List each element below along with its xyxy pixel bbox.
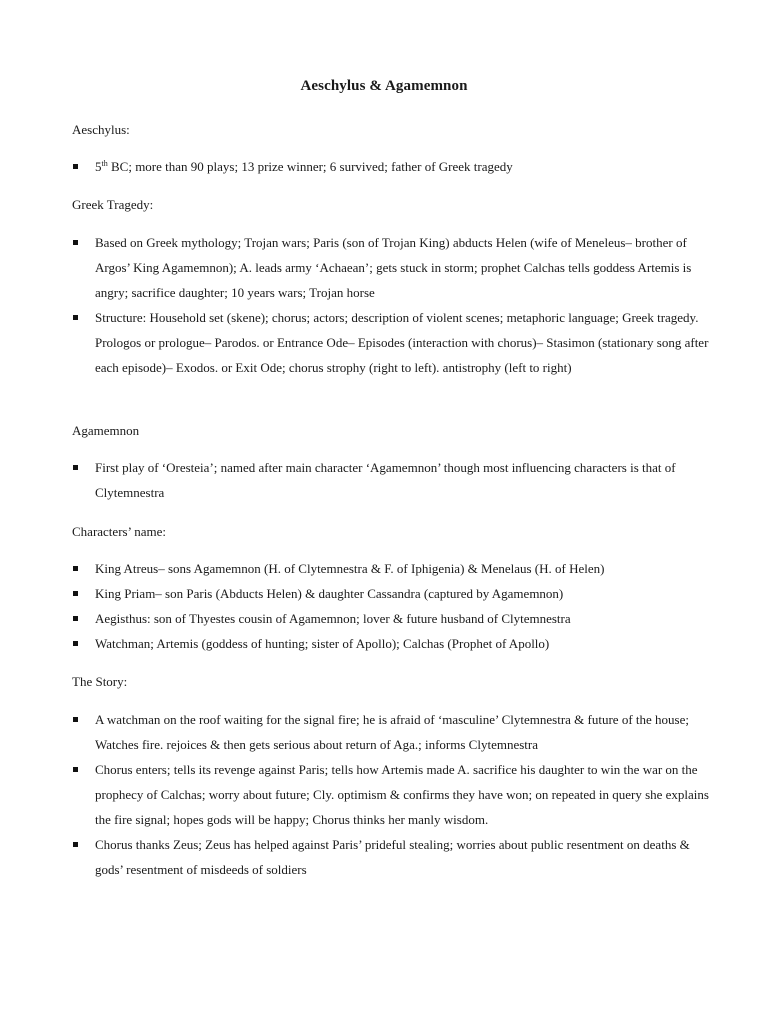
document-title: Aeschylus & Agamemnon [300, 78, 468, 94]
list-item-text: Chorus enters; tells its revenge against Paris; tells how Artemis made A. sacrifice his daughter to win the war on the prophecy of Calchas; worry about future; Cly. optimism & confirms they have won; on repeated in query she explains the fire signal; hopes gods will be happy; Chorus thinks her manly wisdom. [95, 762, 709, 827]
square-bullet-icon [73, 566, 78, 571]
list-story [72, 707, 712, 882]
heading-story: The Story: [72, 674, 128, 689]
list-item [72, 832, 712, 882]
list-item-text: Chorus thanks Zeus; Zeus has helped against Paris’ prideful stealing; worries about public resentment on deaths & gods’ resentment of misdeeds of soldiers [95, 837, 690, 877]
list-item-text: 5th BC; more than 90 plays; 13 prize winner; 6 survived; father of Greek tragedy [95, 159, 513, 174]
list-item-text: A watchman on the roof waiting for the signal fire; he is afraid of ‘masculine’ Clytemnestra & future of the house; Watches fire. rejoices & then gets serious about return of Aga.; informs Clytemnestra [95, 712, 689, 752]
list-item-text: King Atreus– sons Agamemnon (H. of Clytemnestra & F. of Iphigenia) & Menelaus (H. of Helen) [95, 561, 605, 576]
list-item-text: First play of ‘Oresteia’; named after main character ‘Agamemnon’ though most influencing characters is that of Clytemnestra [95, 460, 676, 500]
list-item [72, 581, 712, 606]
heading-aeschylus: Aeschylus: [72, 122, 130, 137]
square-bullet-icon [73, 315, 78, 320]
square-bullet-icon [73, 465, 78, 470]
heading-greek-tragedy: Greek Tragedy: [72, 197, 154, 212]
list-item-text: Structure: Household set (skene); chorus; actors; description of violent scenes; metaphoric language; Greek tragedy. Prologos or prologue– Parodos. or Entrance Ode– Episodes (interaction with chorus)– Stasimon (stationary song after each episode)– Exodos. or Exit Ode; chorus strophy (right to left). antistrophy (left to right) [95, 310, 709, 375]
list-item [72, 154, 712, 179]
square-bullet-icon [73, 616, 78, 621]
list-item [72, 556, 712, 581]
square-bullet-icon [73, 842, 78, 847]
list-agamemnon [72, 455, 712, 505]
square-bullet-icon [73, 717, 78, 722]
square-bullet-icon [73, 164, 78, 169]
list-item-text: King Priam– son Paris (Abducts Helen) & daughter Cassandra (captured by Agamemnon) [95, 586, 564, 601]
list-item [72, 455, 712, 505]
list-item [72, 707, 712, 757]
list-item-text: Based on Greek mythology; Trojan wars; Paris (son of Trojan King) abducts Helen (wife of Meneleus– brother of Argos’ King Agamemnon); A. leads army ‘Achaean’; gets stuck in storm; prophet Calchas tells goddess Artemis is angry; sacrifice daughter; 10 years wars; Trojan horse [95, 235, 692, 300]
square-bullet-icon [73, 767, 78, 772]
list-characters [72, 556, 712, 656]
list-item [72, 757, 712, 832]
list-item-text: Aegisthus: son of Thyestes cousin of Agamemnon; lover & future husband of Clytemnestra [95, 611, 571, 626]
heading-agamemnon: Agamemnon [72, 423, 140, 438]
list-greek-tragedy [72, 230, 712, 380]
square-bullet-icon [73, 240, 78, 245]
list-item-text: Watchman; Artemis (goddess of hunting; sister of Apollo); Calchas (Prophet of Apollo) [95, 636, 550, 651]
heading-characters: Characters’ name: [72, 524, 166, 539]
square-bullet-icon [73, 641, 78, 646]
square-bullet-icon [73, 591, 78, 596]
list-item [72, 305, 712, 380]
list-aeschylus [72, 154, 712, 179]
list-item [72, 631, 712, 656]
list-item [72, 606, 712, 631]
list-item [72, 230, 712, 305]
